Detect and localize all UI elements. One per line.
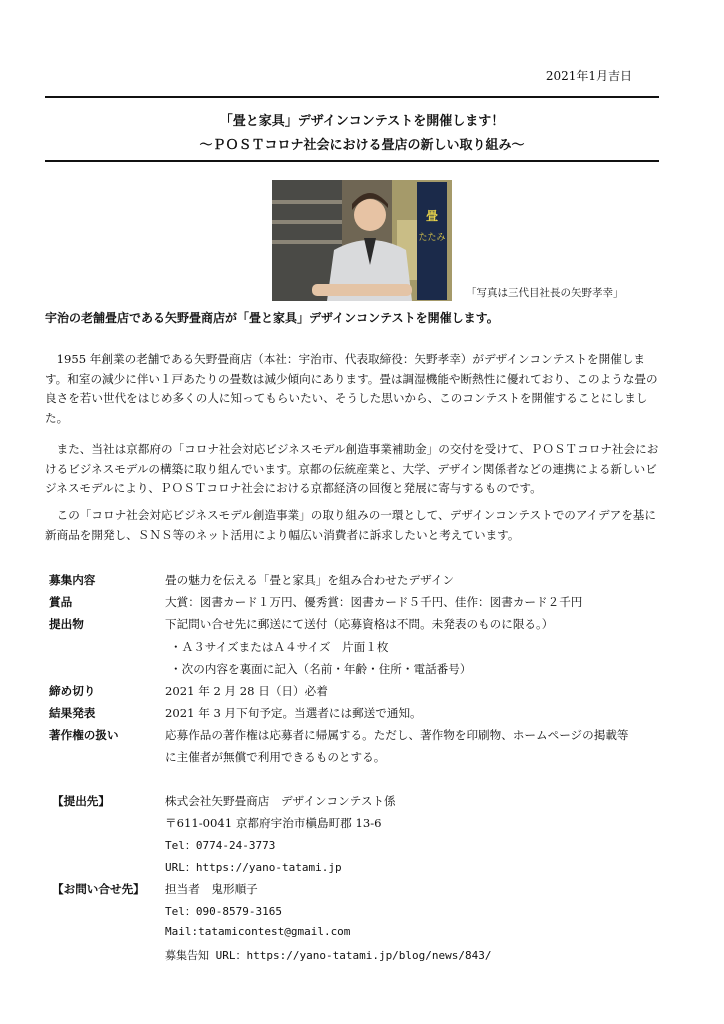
paragraph-1: 1955 年創業の老舗である矢野畳商店（本社：宇治市、代表取締役：矢野孝幸）がデザインコンテストを開催します。和室の減少に伴い１戸あたりの畳数は減少傾向にあります。畳は調湿機能や断熱性に優れており、このような畳の良さを若い世代をはじめ多くの人に知ってもらいたい、そうした思いから、このコンテストを開催することにしました。 [45, 352, 658, 425]
contact-label: 【お問い合せ先】 [52, 882, 145, 896]
submit-to-label: 【提出先】 [52, 794, 110, 808]
photo-caption: 「写真は三代目社長の矢野孝幸」 [466, 287, 624, 299]
contact-mail[interactable]: Mail:tatamicontest@gmail.com [165, 925, 351, 938]
submit-to-tel: Tel：0774-24-3773 [165, 839, 276, 852]
contact-tel: Tel：090-8579-3165 [165, 905, 282, 918]
copyright-value-2: に主催者が無償で利用できるものとする。 [165, 750, 386, 764]
document-date: 2021年1月吉日 [545, 69, 632, 83]
submit-item-2: ・次の内容を裏面に記入（名前・年齢・住所・電話番号） [170, 662, 472, 676]
copyright-value-1: 応募作品の著作権は応募者に帰属する。ただし、著作物を印刷物、ホームページの掲載等 [165, 728, 629, 742]
content-label: 募集内容 [49, 573, 96, 587]
paragraph-3: この「コロナ社会対応ビジネスモデル創造事業」の取り組みの一環として、デザインコンテストでのアイデアを基に新商品を開発し、ＳＮＳ等のネット活用により幅広い消費者に訴求したいと考えています。 [45, 508, 656, 542]
contact-person: 担当者 鬼形順子 [165, 882, 258, 896]
title-line-1: 「畳と家具」デザインコンテストを開催します！ [219, 114, 505, 129]
president-photo [272, 180, 452, 301]
content-value: 畳の魅力を伝える「畳と家具」を組み合わせたデザイン [165, 573, 455, 587]
bottom-rule [45, 160, 659, 162]
submit-to-address: 〒611-0041 京都府宇治市槇島町郡 13-6 [165, 816, 382, 830]
copyright-label: 著作権の扱い [49, 728, 119, 742]
prize-label: 賞品 [49, 595, 73, 609]
title-line-2: 〜ＰＯＳＴコロナ社会における畳店の新しい取り組み〜 [199, 138, 525, 153]
sign-text: 畳 [425, 209, 439, 223]
paragraph-2: また、当社は京都府の「コロナ社会対応ビジネスモデル創造事業補助金」の交付を受けて、ＰＯＳＴコロナ社会におけるビジネスモデルの構築に取り組んでいます。京都の伝統産業と、大学、デザイン関係者などの連携による新しいビジネスモデルにより、ＰＯＳＴコロナ社会における京都経済の回復と発展に寄与するものです。 [45, 442, 659, 495]
prize-value: 大賞：図書カード１万円、優秀賞：図書カード５千円、佳作：図書カード２千円 [165, 595, 583, 609]
submit-item-1: ・Ａ３サイズまたはＡ４サイズ 片面１枚 [170, 640, 389, 654]
submit-value: 下記問い合せ先に郵送にて送付（応募資格は不問。未発表のものに限る。） [165, 617, 554, 631]
president-photo-illustration [272, 180, 452, 301]
deadline-value: 2021 年 2 月 28 日（日）必着 [165, 684, 328, 698]
top-rule [45, 96, 659, 98]
submit-to-company: 株式会社矢野畳商店 デザインコンテスト係 [165, 794, 396, 808]
deadline-label: 締め切り [49, 684, 96, 698]
contact-notice-url[interactable]: 募集告知 URL：https://yano-tatami.jp/blog/news/843/ [165, 949, 492, 962]
submit-label: 提出物 [49, 617, 84, 631]
svg-text:たたみ: たたみ [418, 233, 446, 243]
submit-to-url[interactable]: URL：https://yano-tatami.jp [165, 861, 342, 874]
result-value: 2021 年 3 月下旬予定。当選者には郵送で通知。 [165, 706, 422, 720]
result-label: 結果発表 [49, 706, 96, 720]
lead-sentence: 宇治の老舗畳店である矢野畳商店が「畳と家具」デザインコンテストを開催します。 [45, 311, 499, 325]
